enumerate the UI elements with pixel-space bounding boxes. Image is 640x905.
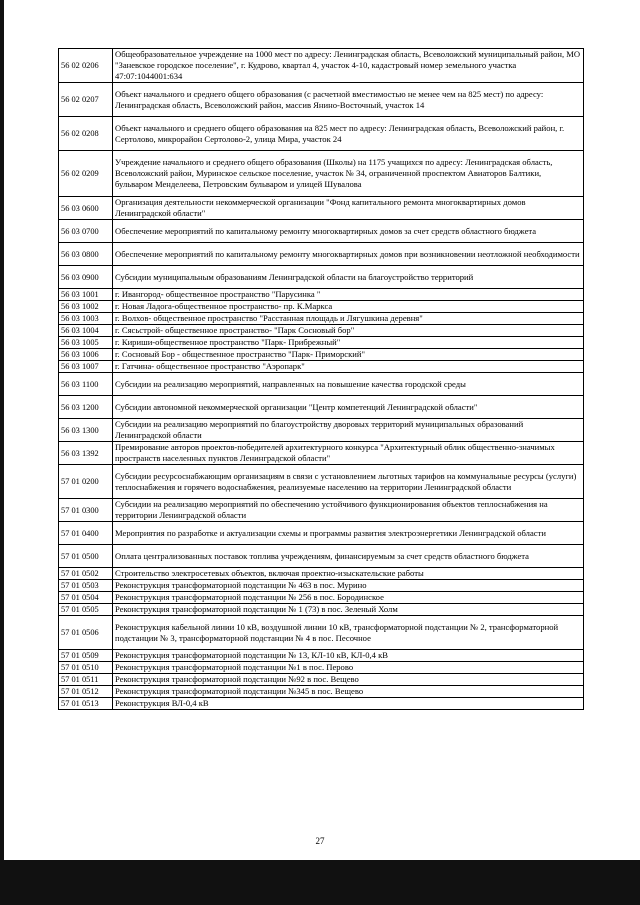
table-row: [59, 616, 584, 650]
table-row: [59, 499, 584, 522]
table-row: [59, 686, 584, 698]
row-description: Объект начального и среднего общего образования (с расчетной вместимостью не менее чем на 825 мест) по адресу: Ленинградская область, Всеволожский район, массив Янино-Восточный, участок 14: [113, 83, 584, 117]
table-row: [59, 197, 584, 220]
row-code: 57 01 0505: [59, 604, 113, 616]
table-row: [59, 545, 584, 568]
row-code: 57 01 0500: [59, 545, 113, 568]
table-row: [59, 442, 584, 465]
row-code: 56 03 0700: [59, 220, 113, 243]
row-description: Обеспечение мероприятий по капитальному ремонту многоквартирных домов за счет средств областного бюджета: [113, 220, 584, 243]
row-description: Реконструкция кабельной линии 10 кВ, воздушной линии 10 кВ, трансформаторной подстанции № 2, трансформаторной подстанции № 3, трансформаторной подстанции № 4 в пос. Песочное: [113, 616, 584, 650]
table-body: [59, 49, 584, 710]
row-code: 57 01 0506: [59, 616, 113, 650]
scan-bottom-border: [0, 860, 640, 905]
row-code: 56 03 1006: [59, 349, 113, 361]
row-code: 56 03 0600: [59, 197, 113, 220]
row-code: 56 03 1002: [59, 301, 113, 313]
row-code: 57 01 0400: [59, 522, 113, 545]
row-description: Общеобразовательное учреждение на 1000 мест по адресу: Ленинградская область, Всеволожский муниципальный район, МО "Заневское городское поселение", г. Кудрово, квартал 4, участок 4-10, кадастровый номер земельного участка 47:07:1044001:634: [113, 49, 584, 83]
row-description: г. Гатчина- общественное пространство "Аэропарк": [113, 361, 584, 373]
table-row: [59, 266, 584, 289]
row-code: 56 02 0209: [59, 151, 113, 197]
row-description: Реконструкция трансформаторной подстанции №1 в пос. Перово: [113, 662, 584, 674]
row-code: 56 03 1300: [59, 419, 113, 442]
row-code: 56 03 1001: [59, 289, 113, 301]
row-code: 56 03 1007: [59, 361, 113, 373]
table-row: [59, 662, 584, 674]
table-row: [59, 361, 584, 373]
table-row: [59, 465, 584, 499]
row-code: 57 01 0200: [59, 465, 113, 499]
table-row: [59, 289, 584, 301]
table-row: [59, 151, 584, 197]
table-row: [59, 325, 584, 337]
row-description: Субсидии ресурсоснабжающим организациям в связи с установлением льготных тарифов на коммунальные ресурсы (услуги) теплоснабжения и горячего водоснабжения, реализуемые населению на территории Ленинградской области: [113, 465, 584, 499]
row-description: Субсидии на реализацию мероприятий по благоустройству дворовых территорий муниципальных образований Ленинградской области: [113, 419, 584, 442]
row-code: 57 01 0512: [59, 686, 113, 698]
row-description: г. Сясьстрой- общественное пространство- "Парк Сосновый бор": [113, 325, 584, 337]
scan-left-edge: [0, 0, 4, 905]
row-description: Реконструкция трансформаторной подстанции № 13, КЛ-10 кВ, КЛ-0,4 кВ: [113, 650, 584, 662]
row-description: Объект начального и среднего общего образования на 825 мест по адресу: Ленинградская область, Всеволожский район, г. Сертолово, микрорайон Сертолово-2, улица Мира, участок 24: [113, 117, 584, 151]
row-code: 57 01 0509: [59, 650, 113, 662]
row-description: Мероприятия по разработке и актуализации схемы и программы развития электроэнергетики Ленинградской области: [113, 522, 584, 545]
row-code: 56 03 0900: [59, 266, 113, 289]
table-row: [59, 522, 584, 545]
row-code: 57 01 0504: [59, 592, 113, 604]
row-description: Реконструкция трансформаторной подстанции № 256 в пос. Бородинское: [113, 592, 584, 604]
row-description: Строительство электросетевых объектов, включая проектно-изыскательские работы: [113, 568, 584, 580]
row-description: г. Кириши-общественное пространство "Парк- Прибрежный": [113, 337, 584, 349]
table-row: [59, 117, 584, 151]
row-description: Субсидии на реализацию мероприятий, направленных на повышение качества городской среды: [113, 373, 584, 396]
table-row: [59, 349, 584, 361]
row-description: г. Новая Ладога-общественное пространство- пр. К.Маркса: [113, 301, 584, 313]
row-code: 56 03 1004: [59, 325, 113, 337]
row-code: 56 03 1003: [59, 313, 113, 325]
row-description: Реконструкция ВЛ-0,4 кВ: [113, 698, 584, 710]
row-code: 57 01 0502: [59, 568, 113, 580]
table-row: [59, 337, 584, 349]
row-code: 57 01 0300: [59, 499, 113, 522]
table-row: [59, 49, 584, 83]
table-row: [59, 568, 584, 580]
row-code: 56 03 1200: [59, 396, 113, 419]
row-code: 56 03 1100: [59, 373, 113, 396]
table-row: [59, 83, 584, 117]
budget-code-table: [58, 48, 584, 710]
row-description: Реконструкция трансформаторной подстанции №92 в пос. Вещево: [113, 674, 584, 686]
row-code: 57 01 0511: [59, 674, 113, 686]
row-description: г. Сосновый Бор - общественное пространство "Парк- Приморский": [113, 349, 584, 361]
table-row: [59, 419, 584, 442]
row-code: 56 03 0800: [59, 243, 113, 266]
row-code: 57 01 0503: [59, 580, 113, 592]
row-description: Субсидии автономной некоммерческой организации "Центр компетенций Ленинградской области": [113, 396, 584, 419]
row-code: 56 02 0208: [59, 117, 113, 151]
row-description: Реконструкция трансформаторной подстанции №345 в пос. Вещево: [113, 686, 584, 698]
row-description: Учреждение начального и среднего общего образования (Школы) на 1175 учащихся по адресу: Ленинградская область, Всеволожский район, Муринское сельское поселение, участок № 34, ограниченной проспектом Авиаторов Балтики, бульваром Менделеева, Петровским бульваром и улицей Шувалова: [113, 151, 584, 197]
table-row: [59, 592, 584, 604]
row-description: Организация деятельности некоммерческой организации "Фонд капитального ремонта многоквартирных домов Ленинградской области": [113, 197, 584, 220]
row-code: 56 03 1005: [59, 337, 113, 349]
row-description: Реконструкция трансформаторной подстанции № 1 (73) в пос. Зеленый Холм: [113, 604, 584, 616]
row-description: г. Волхов- общественное пространство "Расстанная площадь и Лягушкина деревня": [113, 313, 584, 325]
row-code: 57 01 0510: [59, 662, 113, 674]
table-row: [59, 220, 584, 243]
table-row: [59, 674, 584, 686]
row-code: 56 03 1392: [59, 442, 113, 465]
table-row: [59, 373, 584, 396]
table-row: [59, 396, 584, 419]
row-description: Субсидии муниципальным образованиям Ленинградской области на благоустройство территорий: [113, 266, 584, 289]
row-description: Обеспечение мероприятий по капитальному ремонту многоквартирных домов при возникновении неотложной необходимости: [113, 243, 584, 266]
row-code: 57 01 0513: [59, 698, 113, 710]
table-row: [59, 301, 584, 313]
table-row: [59, 580, 584, 592]
page-number: 27: [315, 836, 325, 846]
row-description: Оплата централизованных поставок топлива учреждениям, финансируемым за счет средств областного бюджета: [113, 545, 584, 568]
table-row: [59, 650, 584, 662]
row-code: 56 02 0207: [59, 83, 113, 117]
table-row: [59, 313, 584, 325]
row-description: г. Ивангород- общественное пространство "Парусинка ": [113, 289, 584, 301]
table-row: [59, 698, 584, 710]
table-row: [59, 243, 584, 266]
row-code: 56 02 0206: [59, 49, 113, 83]
table-row: [59, 604, 584, 616]
row-description: Премирование авторов проектов-победителей архитектурного конкурса "Архитектурный облик общественно-значимых пространств населенных пунктов Ленинградской области": [113, 442, 584, 465]
row-description: Реконструкция трансформаторной подстанции № 463 в пос. Мурино: [113, 580, 584, 592]
row-description: Субсидии на реализацию мероприятий по обеспечению устойчивого функционирования объектов теплоснабжения на территории Ленинградской области: [113, 499, 584, 522]
